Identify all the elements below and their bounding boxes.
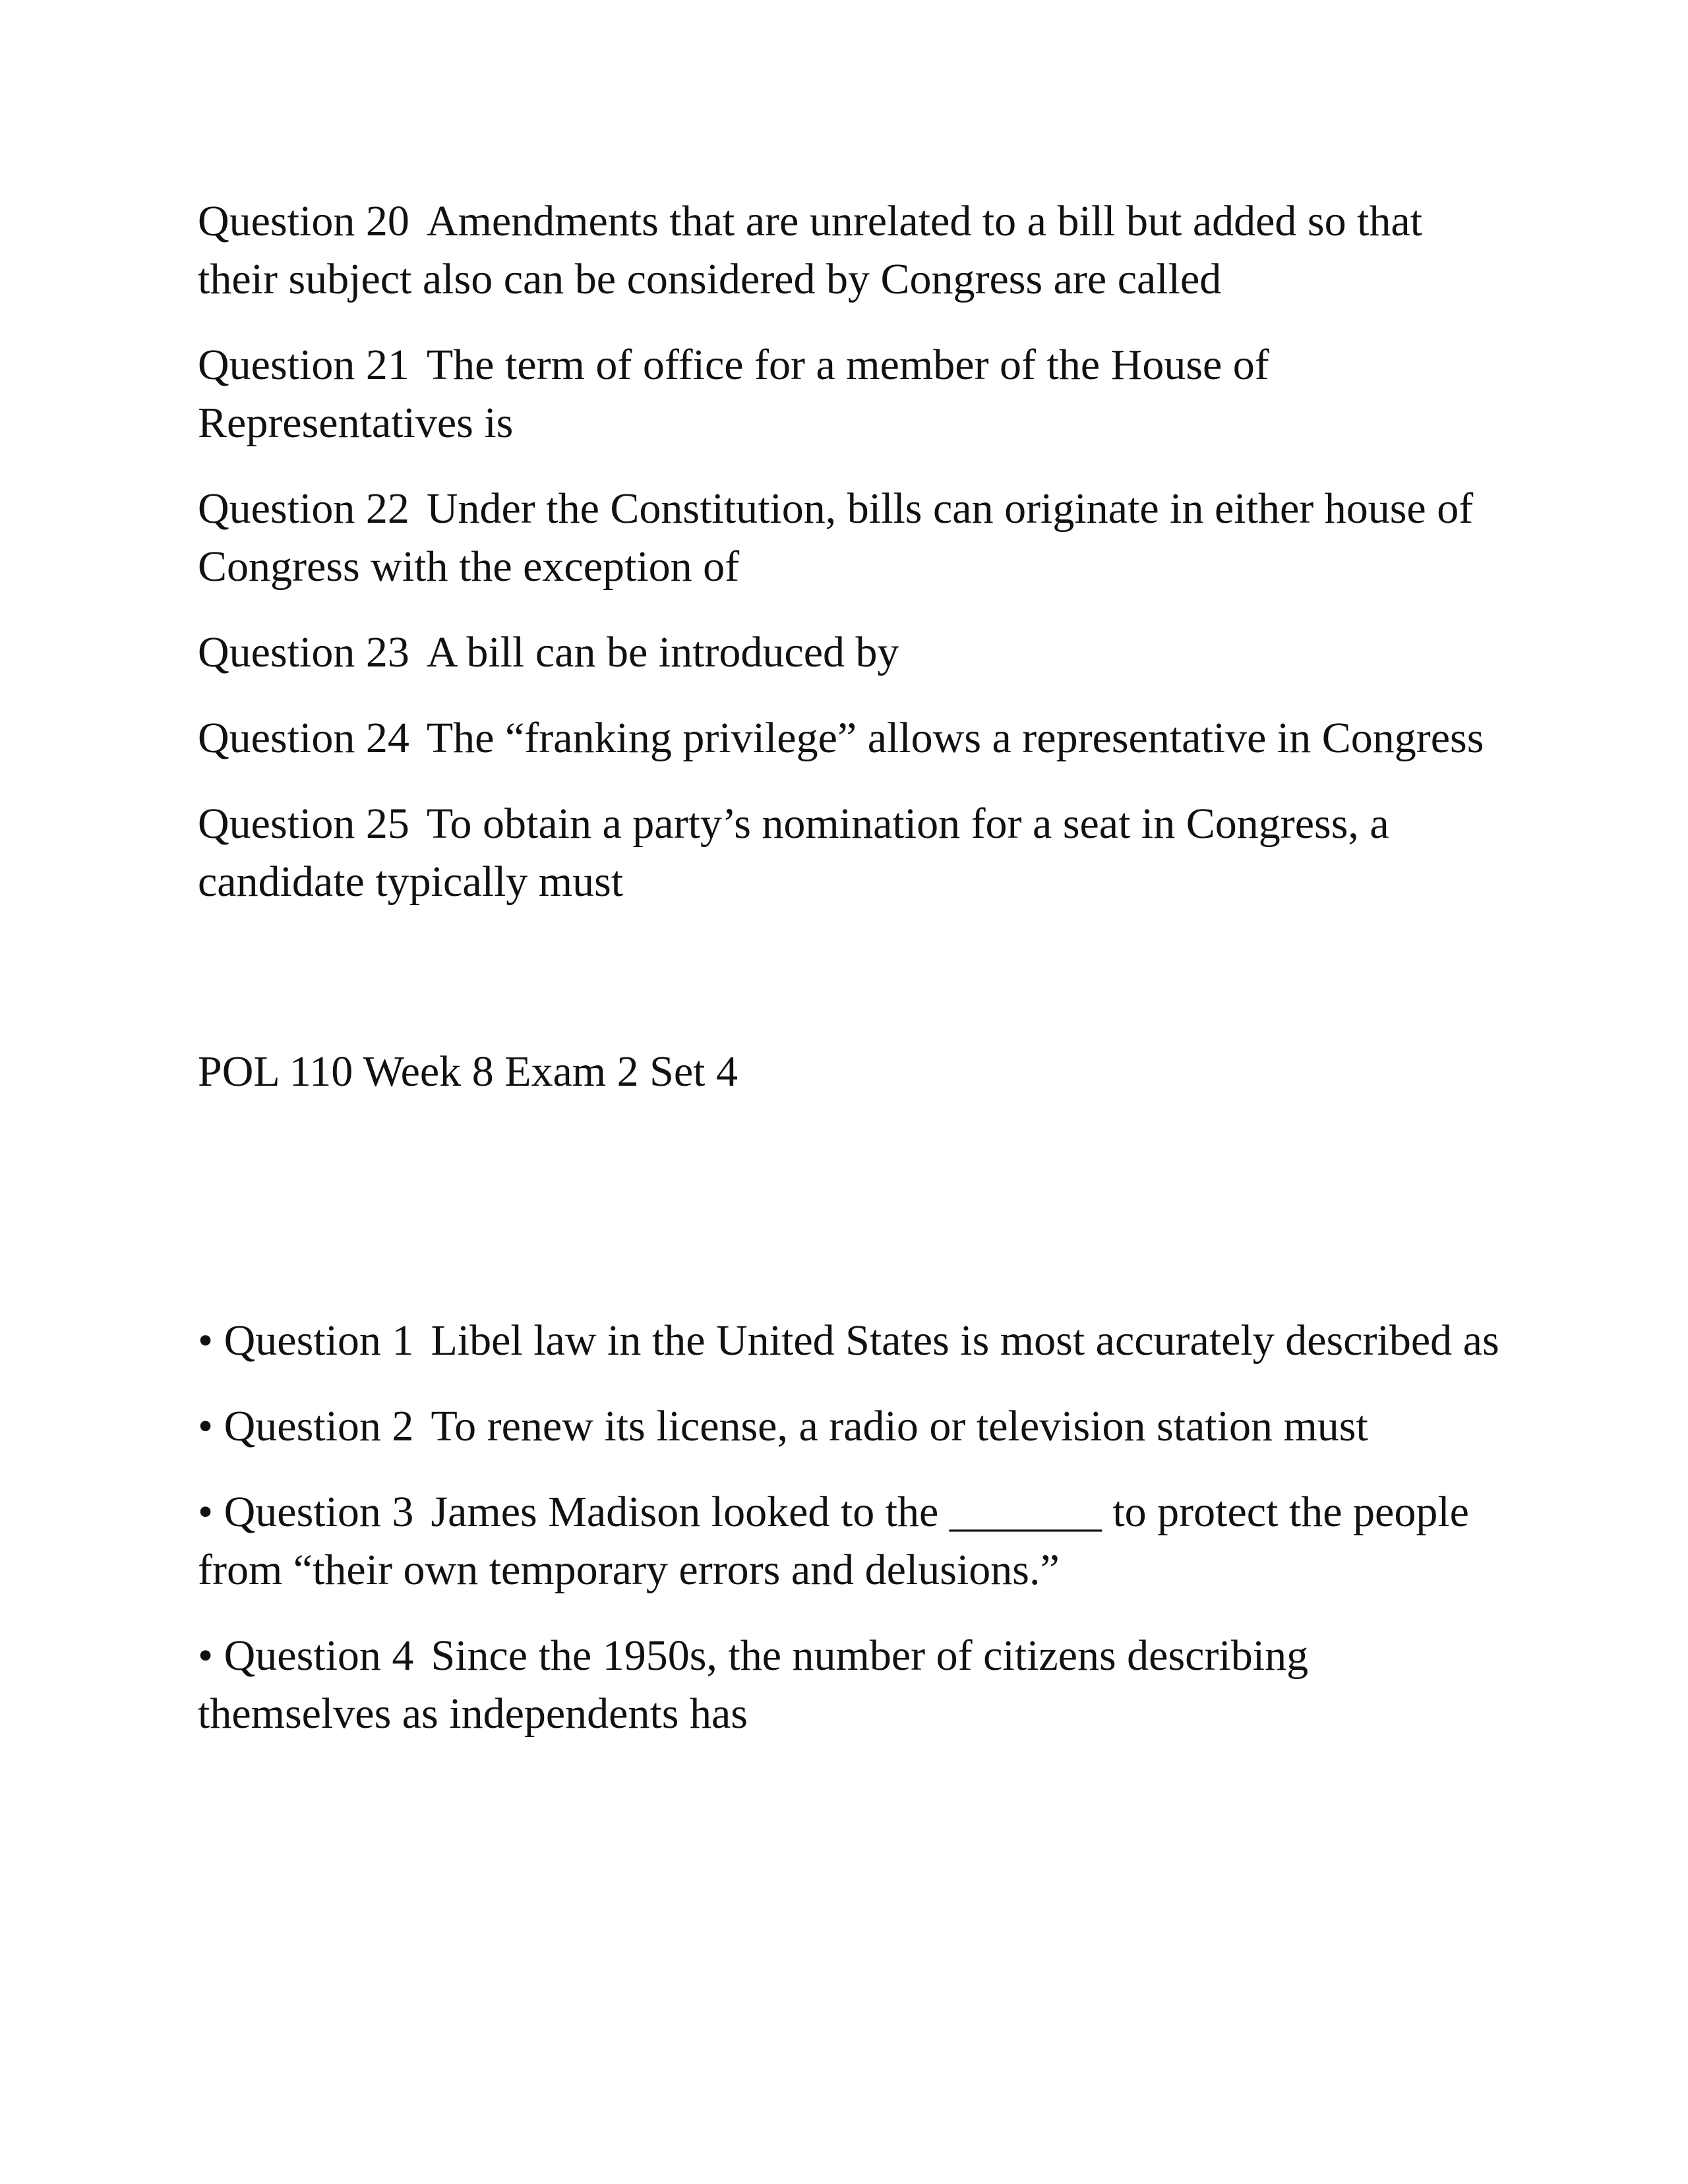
- bullet-question-1: [198, 1312, 1503, 1370]
- question-text: To renew its license, a radio or television station must: [431, 1402, 1368, 1450]
- question-25: [198, 795, 1503, 911]
- question-text: Since the 1950s, the number of citizens describing themselves as independents has: [198, 1632, 1309, 1738]
- question-24: [198, 709, 1503, 767]
- bullet-question-4: [198, 1627, 1503, 1743]
- bullet-icon: •: [198, 1632, 214, 1680]
- question-label: Question 20: [198, 197, 409, 245]
- question-label: Question 2: [224, 1402, 414, 1450]
- document-body: [198, 192, 1503, 1771]
- question-label: Question 3: [224, 1488, 414, 1536]
- bullet-question-2: [198, 1398, 1503, 1456]
- question-label: Question 1: [224, 1316, 414, 1365]
- question-label: Question 25: [198, 800, 409, 848]
- question-label: Question 24: [198, 714, 409, 762]
- question-text: The “franking privilege” allows a representative in Congress: [426, 714, 1484, 762]
- question-text: Amendments that are unrelated to a bill but added so that their subject also can be considered by Congress are called: [198, 197, 1423, 303]
- question-20: [198, 192, 1503, 309]
- question-text: Libel law in the United States is most accurately described as: [431, 1316, 1499, 1365]
- question-text: A bill can be introduced by: [426, 628, 899, 676]
- bullet-question-list: [198, 1312, 1503, 1743]
- question-label: Question 22: [198, 485, 409, 533]
- question-text: James Madison looked to the _______ to protect the people from “their own temporary errors and delusions.”: [198, 1488, 1469, 1594]
- section-heading: POL 110 Week 8 Exam 2 Set 4: [198, 1048, 738, 1096]
- bullet-icon: •: [198, 1488, 214, 1536]
- question-text: The term of office for a member of the House of Representatives is: [198, 341, 1269, 447]
- question-22: [198, 480, 1503, 596]
- question-text: Under the Constitution, bills can originate in either house of Congress with the exception of: [198, 485, 1474, 591]
- question-label: Question 23: [198, 628, 409, 676]
- bullet-icon: •: [198, 1402, 214, 1450]
- question-21: [198, 336, 1503, 452]
- question-label: Question 21: [198, 341, 409, 389]
- question-text: To obtain a party’s nomination for a seat in Congress, a candidate typically must: [198, 800, 1389, 906]
- bullet-question-3: [198, 1483, 1503, 1599]
- bullet-icon: •: [198, 1316, 214, 1365]
- question-label: Question 4: [224, 1632, 414, 1680]
- question-23: [198, 624, 1503, 682]
